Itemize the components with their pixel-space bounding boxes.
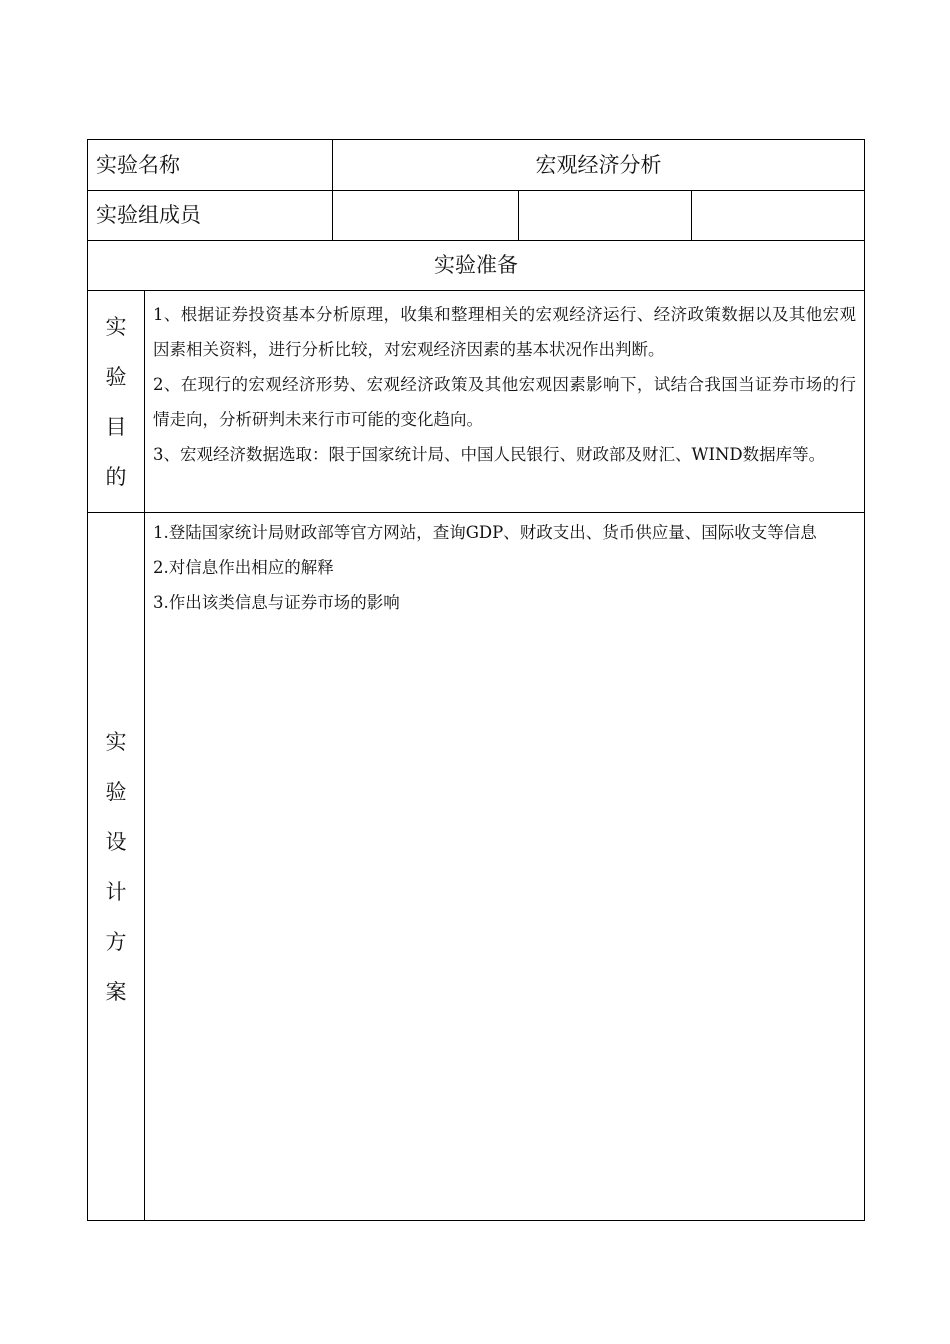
- member-cell-1: [333, 191, 519, 241]
- design-label: [88, 513, 145, 1221]
- purpose-label-char: 验: [105, 364, 127, 389]
- purpose-label-char: 实: [105, 314, 127, 339]
- purpose-item: 3、宏观经济数据选取：限于国家统计局、中国人民银行、财政部及财汇、WIND数据库等。: [153, 445, 826, 464]
- prep-row: [88, 241, 865, 291]
- purpose-label-char: 目: [105, 414, 127, 439]
- design-label-char: 案: [105, 979, 127, 1004]
- design-label-char: 计: [105, 879, 127, 904]
- members-label: 实验组成员: [88, 191, 333, 241]
- design-label-char: 方: [105, 929, 127, 954]
- member-cell-2: [519, 191, 692, 241]
- design-label-char: 验: [105, 779, 127, 804]
- design-label-char: 设: [105, 829, 127, 854]
- members-row: [88, 191, 865, 241]
- member-cell-3: [692, 191, 865, 241]
- design-label-char: 实: [105, 729, 127, 754]
- purpose-content: [145, 291, 865, 513]
- purpose-label: [88, 291, 145, 513]
- purpose-item: 1、根据证券投资基本分析原理，收集和整理相关的宏观经济运行、经济政策数据以及其他宏观因素相关资料，进行分析比较，对宏观经济因素的基本状况作出判断。: [153, 305, 857, 359]
- prep-title: 实验准备: [88, 241, 865, 291]
- design-item: 2.对信息作出相应的解释: [153, 558, 334, 577]
- design-item: 1.登陆国家统计局财政部等官方网站，查询GDP、财政支出、货币供应量、国际收支等信息: [153, 523, 817, 542]
- experiment-name-label: 实验名称: [88, 140, 333, 191]
- purpose-row: [88, 291, 865, 513]
- experiment-name-value: 宏观经济分析: [333, 140, 865, 191]
- purpose-item: 2、在现行的宏观经济形势、宏观经济政策及其他宏观因素影响下，试结合我国当证券市场的行情走向，分析研判未来行市可能的变化趋向。: [153, 375, 857, 429]
- experiment-form-table: [87, 139, 865, 1221]
- design-item: 3.作出该类信息与证券市场的影响: [153, 593, 400, 612]
- purpose-label-char: 的: [105, 464, 127, 489]
- design-content: [145, 513, 865, 1221]
- design-row: [88, 513, 865, 1221]
- experiment-name-row: [88, 140, 865, 191]
